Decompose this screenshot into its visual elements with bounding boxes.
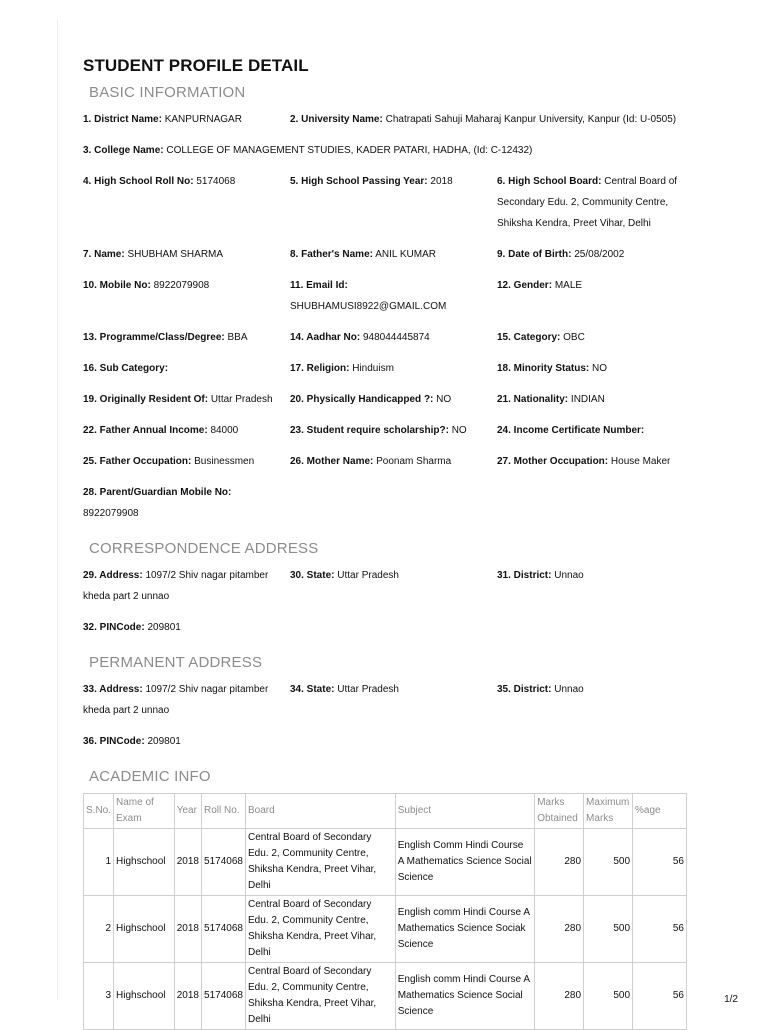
field-value: MALE — [554, 280, 583, 291]
income-certificate-field — [497, 420, 693, 441]
field-label: 30. State: — [290, 570, 335, 581]
student-profile-document — [83, 56, 693, 1030]
field-label: 24. Income Certificate Number: — [497, 425, 645, 436]
category-field — [497, 327, 693, 348]
correspondence-address-heading: CORRESPONDENCE ADDRESS — [89, 540, 319, 557]
cell-board: Central Board of Secondary Edu. 2, Community Centre, Shiksha Kendra, Preet Vihar, Delhi — [245, 829, 395, 896]
field-label: 28. Parent/Guardian Mobile No: — [83, 487, 232, 498]
field-row — [83, 275, 693, 317]
email-field — [290, 275, 497, 317]
field-label: 26. Mother Name: — [290, 456, 374, 467]
field-row — [83, 679, 693, 721]
field-row — [83, 140, 693, 161]
field-label: 34. State: — [290, 684, 335, 695]
field-label: 10. Mobile No: — [83, 280, 151, 291]
field-value: Central Board of Secondary Edu. 2, Community Centre, Shiksha Kendra, Preet Vihar, Delhi — [497, 176, 678, 229]
field-value: 8922079908 — [83, 508, 139, 519]
guardian-mobile-field — [83, 482, 290, 524]
field-value: Unnao — [554, 570, 584, 581]
correspondence-address-field — [83, 565, 290, 607]
field-label: 18. Minority Status: — [497, 363, 590, 374]
header-exam: Name of Exam — [114, 794, 175, 829]
handicapped-field — [290, 389, 497, 410]
field-value: BBA — [227, 332, 248, 343]
field-label: 3. College Name: — [83, 145, 164, 156]
hs-board-field — [497, 171, 693, 234]
cell-board: Central Board of Secondary Edu. 2, Community Centre, Shiksha Kendra, Preet Vihar, Delhi — [245, 963, 395, 1030]
field-value: Uttar Pradesh — [337, 570, 399, 581]
field-label: 36. PINCode: — [83, 736, 145, 747]
field-label: 29. Address: — [83, 570, 143, 581]
father-income-field — [83, 420, 290, 441]
cell-year: 2018 — [174, 963, 201, 1030]
field-label: 25. Father Occupation: — [83, 456, 192, 467]
university-field — [290, 109, 693, 130]
header-marks-obtained: Marks Obtained — [535, 794, 584, 829]
field-label: 11. Email Id: — [290, 280, 348, 291]
field-label: 8. Father's Name: — [290, 249, 373, 260]
header-board: Board — [245, 794, 395, 829]
field-label: 31. District: — [497, 570, 552, 581]
field-row — [83, 244, 693, 265]
mobile-field — [83, 275, 290, 317]
field-value: NO — [451, 425, 467, 436]
field-value: 209801 — [147, 622, 181, 633]
field-value: 25/08/2002 — [574, 249, 625, 260]
field-label: 35. District: — [497, 684, 552, 695]
field-label: 7. Name: — [83, 249, 125, 260]
cell-max-marks: 500 — [584, 829, 633, 896]
subcategory-field — [83, 358, 290, 379]
header-max-marks: Maximum Marks — [584, 794, 633, 829]
cell-percentage: 56 — [633, 963, 687, 1030]
cell-exam: Highschool — [114, 829, 175, 896]
cell-sno: 3 — [84, 963, 114, 1030]
aadhar-field — [290, 327, 497, 348]
cell-marks-obtained: 280 — [535, 896, 584, 963]
cell-subject: English comm Hindi Course A Mathematics Science Sociak Science — [395, 896, 534, 963]
field-value: 1097/2 Shiv nagar pitamber kheda part 2 unnao — [83, 684, 269, 716]
hs-year-field — [290, 171, 497, 234]
header-roll: Roll No. — [201, 794, 245, 829]
field-value: SHUBHAM SHARMA — [127, 249, 224, 260]
header-sno: S.No. — [84, 794, 114, 829]
field-label: 12. Gender: — [497, 280, 553, 291]
religion-field — [290, 358, 497, 379]
field-value: 1097/2 Shiv nagar pitamber kheda part 2 unnao — [83, 570, 269, 602]
field-label: 17. Religion: — [290, 363, 350, 374]
academic-info-table — [83, 793, 687, 1030]
cell-percentage: 56 — [633, 829, 687, 896]
mother-name-field — [290, 451, 497, 472]
field-row — [83, 420, 693, 441]
page-margin-rule — [57, 20, 58, 1000]
field-value: Chatrapati Sahuji Maharaj Kanpur University, Kanpur (Id: U-0505) — [385, 114, 677, 125]
cell-year: 2018 — [174, 896, 201, 963]
minority-field — [497, 358, 693, 379]
cell-exam: Highschool — [114, 896, 175, 963]
field-value: COLLEGE OF MANAGEMENT STUDIES, KADER PATARI, HADHA, (Id: C-12432) — [166, 145, 533, 156]
header-year: Year — [174, 794, 201, 829]
field-label: 23. Student require scholarship?: — [290, 425, 449, 436]
field-row — [83, 358, 693, 379]
header-subject: Subject — [395, 794, 534, 829]
field-label: 9. Date of Birth: — [497, 249, 572, 260]
field-value: ANIL KUMAR — [375, 249, 436, 260]
father-occupation-field — [83, 451, 290, 472]
field-label: 5. High School Passing Year: — [290, 176, 428, 187]
field-label: 21. Nationality: — [497, 394, 569, 405]
cell-marks-obtained: 280 — [535, 963, 584, 1030]
field-label: 13. Programme/Class/Degree: — [83, 332, 225, 343]
field-row — [83, 731, 693, 752]
field-row — [83, 565, 693, 607]
field-value: 209801 — [147, 736, 181, 747]
table-row — [84, 829, 687, 896]
permanent-pincode-field — [83, 731, 290, 752]
field-value: Uttar Pradesh — [337, 684, 399, 695]
dob-field — [497, 244, 693, 265]
scholarship-field — [290, 420, 497, 441]
father-name-field — [290, 244, 497, 265]
field-label: 1. District Name: — [83, 114, 162, 125]
cell-sno: 1 — [84, 829, 114, 896]
correspondence-state-field — [290, 565, 497, 607]
page-number: 1/2 — [724, 994, 738, 1005]
field-value: INDIAN — [570, 394, 605, 405]
field-label: 19. Originally Resident Of: — [83, 394, 209, 405]
cell-subject: English comm Hindi Course A Mathematics Science Social Science — [395, 963, 534, 1030]
cell-subject: English Comm Hindi Course A Mathematics Science Social Science — [395, 829, 534, 896]
field-value: 5174068 — [196, 176, 236, 187]
cell-board: Central Board of Secondary Edu. 2, Community Centre, Shiksha Kendra, Preet Vihar, Delhi — [245, 896, 395, 963]
table-row — [84, 963, 687, 1030]
field-row — [83, 327, 693, 348]
permanent-address-field — [83, 679, 290, 721]
field-value: KANPURNAGAR — [164, 114, 242, 125]
field-value: Businessmen — [194, 456, 255, 467]
field-value: Unnao — [554, 684, 584, 695]
permanent-district-field — [497, 679, 693, 721]
field-value: House Maker — [610, 456, 671, 467]
field-row — [83, 109, 693, 130]
field-row — [83, 617, 693, 638]
field-value: 2018 — [430, 176, 453, 187]
cell-roll: 5174068 — [201, 896, 245, 963]
correspondence-pincode-field — [83, 617, 290, 638]
field-value: NO — [592, 363, 608, 374]
district-field — [83, 109, 290, 130]
cell-max-marks: 500 — [584, 896, 633, 963]
cell-year: 2018 — [174, 829, 201, 896]
resident-field — [83, 389, 290, 410]
field-label: 6. High School Board: — [497, 176, 602, 187]
field-label: 4. High School Roll No: — [83, 176, 194, 187]
field-label: 32. PINCode: — [83, 622, 145, 633]
academic-info-heading: ACADEMIC INFO — [89, 768, 211, 785]
field-label: 20. Physically Handicapped ?: — [290, 394, 434, 405]
hs-roll-field — [83, 171, 290, 234]
nationality-field — [497, 389, 693, 410]
field-label: 14. Aadhar No: — [290, 332, 361, 343]
field-value: Poonam Sharma — [376, 456, 452, 467]
cell-percentage: 56 — [633, 896, 687, 963]
basic-information-heading: BASIC INFORMATION — [89, 84, 246, 101]
table-row — [84, 896, 687, 963]
field-value: Hinduism — [352, 363, 394, 374]
cell-roll: 5174068 — [201, 963, 245, 1030]
cell-roll: 5174068 — [201, 829, 245, 896]
cell-sno: 2 — [84, 896, 114, 963]
gender-field — [497, 275, 693, 317]
document-title: STUDENT PROFILE DETAIL — [83, 56, 309, 75]
field-row — [83, 451, 693, 472]
field-row — [83, 482, 693, 524]
field-value: 8922079908 — [153, 280, 210, 291]
field-label: 16. Sub Category: — [83, 363, 169, 374]
field-value: SHUBHAMUSI8922@GMAIL.COM — [290, 301, 447, 312]
field-row — [83, 171, 693, 234]
programme-field — [83, 327, 290, 348]
field-value: 948044445874 — [362, 332, 430, 343]
cell-max-marks: 500 — [584, 963, 633, 1030]
field-value: NO — [436, 394, 452, 405]
field-value: OBC — [563, 332, 585, 343]
field-label: 27. Mother Occupation: — [497, 456, 609, 467]
field-row — [83, 389, 693, 410]
field-label: 33. Address: — [83, 684, 143, 695]
mother-occupation-field — [497, 451, 693, 472]
field-label: 2. University Name: — [290, 114, 383, 125]
field-value: 84000 — [210, 425, 239, 436]
correspondence-district-field — [497, 565, 693, 607]
header-percentage: %age — [633, 794, 687, 829]
permanent-address-heading: PERMANENT ADDRESS — [89, 654, 263, 671]
name-field — [83, 244, 290, 265]
cell-exam: Highschool — [114, 963, 175, 1030]
field-label: 15. Category: — [497, 332, 561, 343]
table-header-row — [84, 794, 687, 829]
field-value: Uttar Pradesh — [210, 394, 273, 405]
college-field — [83, 140, 693, 161]
cell-marks-obtained: 280 — [535, 829, 584, 896]
permanent-state-field — [290, 679, 497, 721]
field-label: 22. Father Annual Income: — [83, 425, 208, 436]
